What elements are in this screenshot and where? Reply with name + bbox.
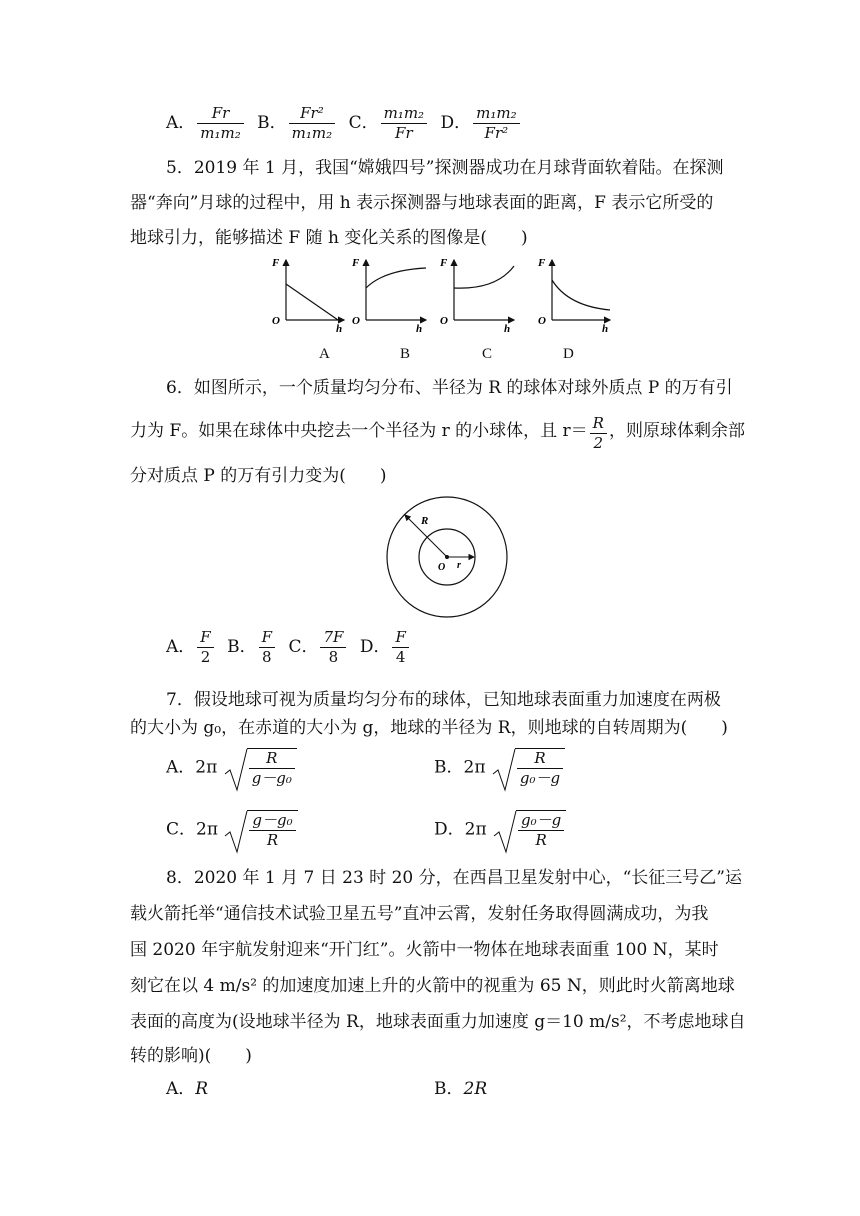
graph-label-a: A [319,346,330,362]
graph-d-f-label: F [538,257,546,269]
q8-line3: 国 2020 年宇航发射迎来“开门红”。火箭中一物体在地球表面重 100 N，某时 [130,940,719,960]
q7-line2: 的大小为 g₀，在赤道的大小为 g，地球的半径为 R，则地球的自转周期为( ) [130,718,728,738]
graph-d-origin: O [538,315,546,327]
graph-label-d: D [563,346,574,362]
q5-line3: 地球引力，能够描述 F 随 h 变化关系的图像是( ) [130,228,528,248]
graph-c[interactable] [439,257,514,335]
q7-option-b[interactable]: B．2π $\frac{R}{\text{g₀－g}}$ [434,748,565,788]
graph-a[interactable] [271,257,344,335]
q7-option-a[interactable]: A．2π $\frac{R}{\text{g－g₀}}$ [166,748,297,788]
graph-b[interactable] [351,257,426,335]
graph-a-h-label: h [336,323,343,335]
q5-graphs [260,252,620,342]
q8-option-a[interactable]: A．R [166,1079,209,1099]
q6-sphere-figure [384,494,510,620]
q5-line2: 器“奔向”月球的过程中，用 h 表示探测器与地球表面的距离，F 表示它所受的 [130,193,714,213]
q4-option-b[interactable]: B． $\frac{\text{Fr²}}{\text{m₁m₂}}$ [257,113,342,133]
graph-label-b: B [400,346,411,362]
radius-r-label: r [457,560,461,571]
graph-b-h-label: h [416,323,423,335]
graph-d[interactable] [537,257,610,335]
radius-R-label: R [421,515,429,527]
graph-a-origin: O [272,315,280,327]
q8-line5: 表面的高度为(设地球半径为 R，地球表面重力加速度 g＝10 m/s²，不考虑地球自 [130,1012,746,1032]
graph-b-f-label: F [352,257,360,269]
q6-option-a[interactable]: A． $\frac{F}{2}$ [166,637,216,657]
q8-line6: 转的影响)( ) [130,1046,252,1066]
q4-option-d[interactable]: D． $\frac{\text{m₁m₂}}{\text{Fr²}}$ [440,113,521,133]
center-O-label: O [438,562,446,573]
q6-option-b[interactable]: B． $\frac{F}{8}$ [227,637,277,657]
q8-line2: 载火箭托举“通信技术试验卫星五号”直冲云霄，发射任务取得圆满成功，为我 [130,904,709,924]
q6-line3: 分对质点 P 的万有引力变为( ) [130,466,387,486]
q6-options [166,628,411,667]
graph-d-h-label: h [602,323,609,335]
q6-line2: 力为 F。如果在球体中央挖去一个半径为 r 的小球体，且 r＝ $\frac{R}{2}$ ，则原球体剩余部 [130,414,745,452]
q7-line1: 7．假设地球可视为质量均匀分布的球体，已知地球表面重力加速度在两极 [166,690,721,710]
q4-option-a[interactable]: A． $\frac{Fr}{\text{m₁m₂}}$ [166,113,251,133]
graph-c-origin: O [440,315,448,327]
q8-line4: 刻它在以 4 m/s² 的加速度加速上升的火箭中的视重为 65 N，则此时火箭离地球 [130,976,735,996]
q7-option-d[interactable]: D．2π $\frac{\text{g₀－g}}{R}$ [434,810,566,850]
q8-line1: 8．2020 年 1 月 7 日 23 时 20 分，在西昌卫星发射中心，“长征三号乙”运 [166,868,742,888]
q4-option-c[interactable]: C． $\frac{\text{m₁m₂}}{Fr}$ [349,113,435,133]
graph-a-f-label: F [272,257,280,269]
graph-c-h-label: h [504,323,511,335]
q6-line1: 6．如图所示，一个质量均匀分布、半径为 R 的球体对球外质点 P 的万有引 [166,378,733,398]
q6-option-c[interactable]: C． $\frac{7F}{8}$ [288,637,348,657]
q5-line1: 5．2019 年 1 月，我国“嫦娥四号”探测器成功在月球背面软着陆。在探测 [166,158,724,178]
q8-option-b[interactable]: B．2R [434,1079,488,1099]
graph-b-origin: O [352,315,360,327]
q6-option-d[interactable]: D． $\frac{F}{4}$ [360,637,411,657]
q4-options [166,104,522,143]
q7-option-c[interactable]: C．2π $\frac{\text{g－g₀}}{R}$ [166,810,298,850]
graph-label-c: C [482,346,493,362]
graph-c-f-label: F [440,257,448,269]
